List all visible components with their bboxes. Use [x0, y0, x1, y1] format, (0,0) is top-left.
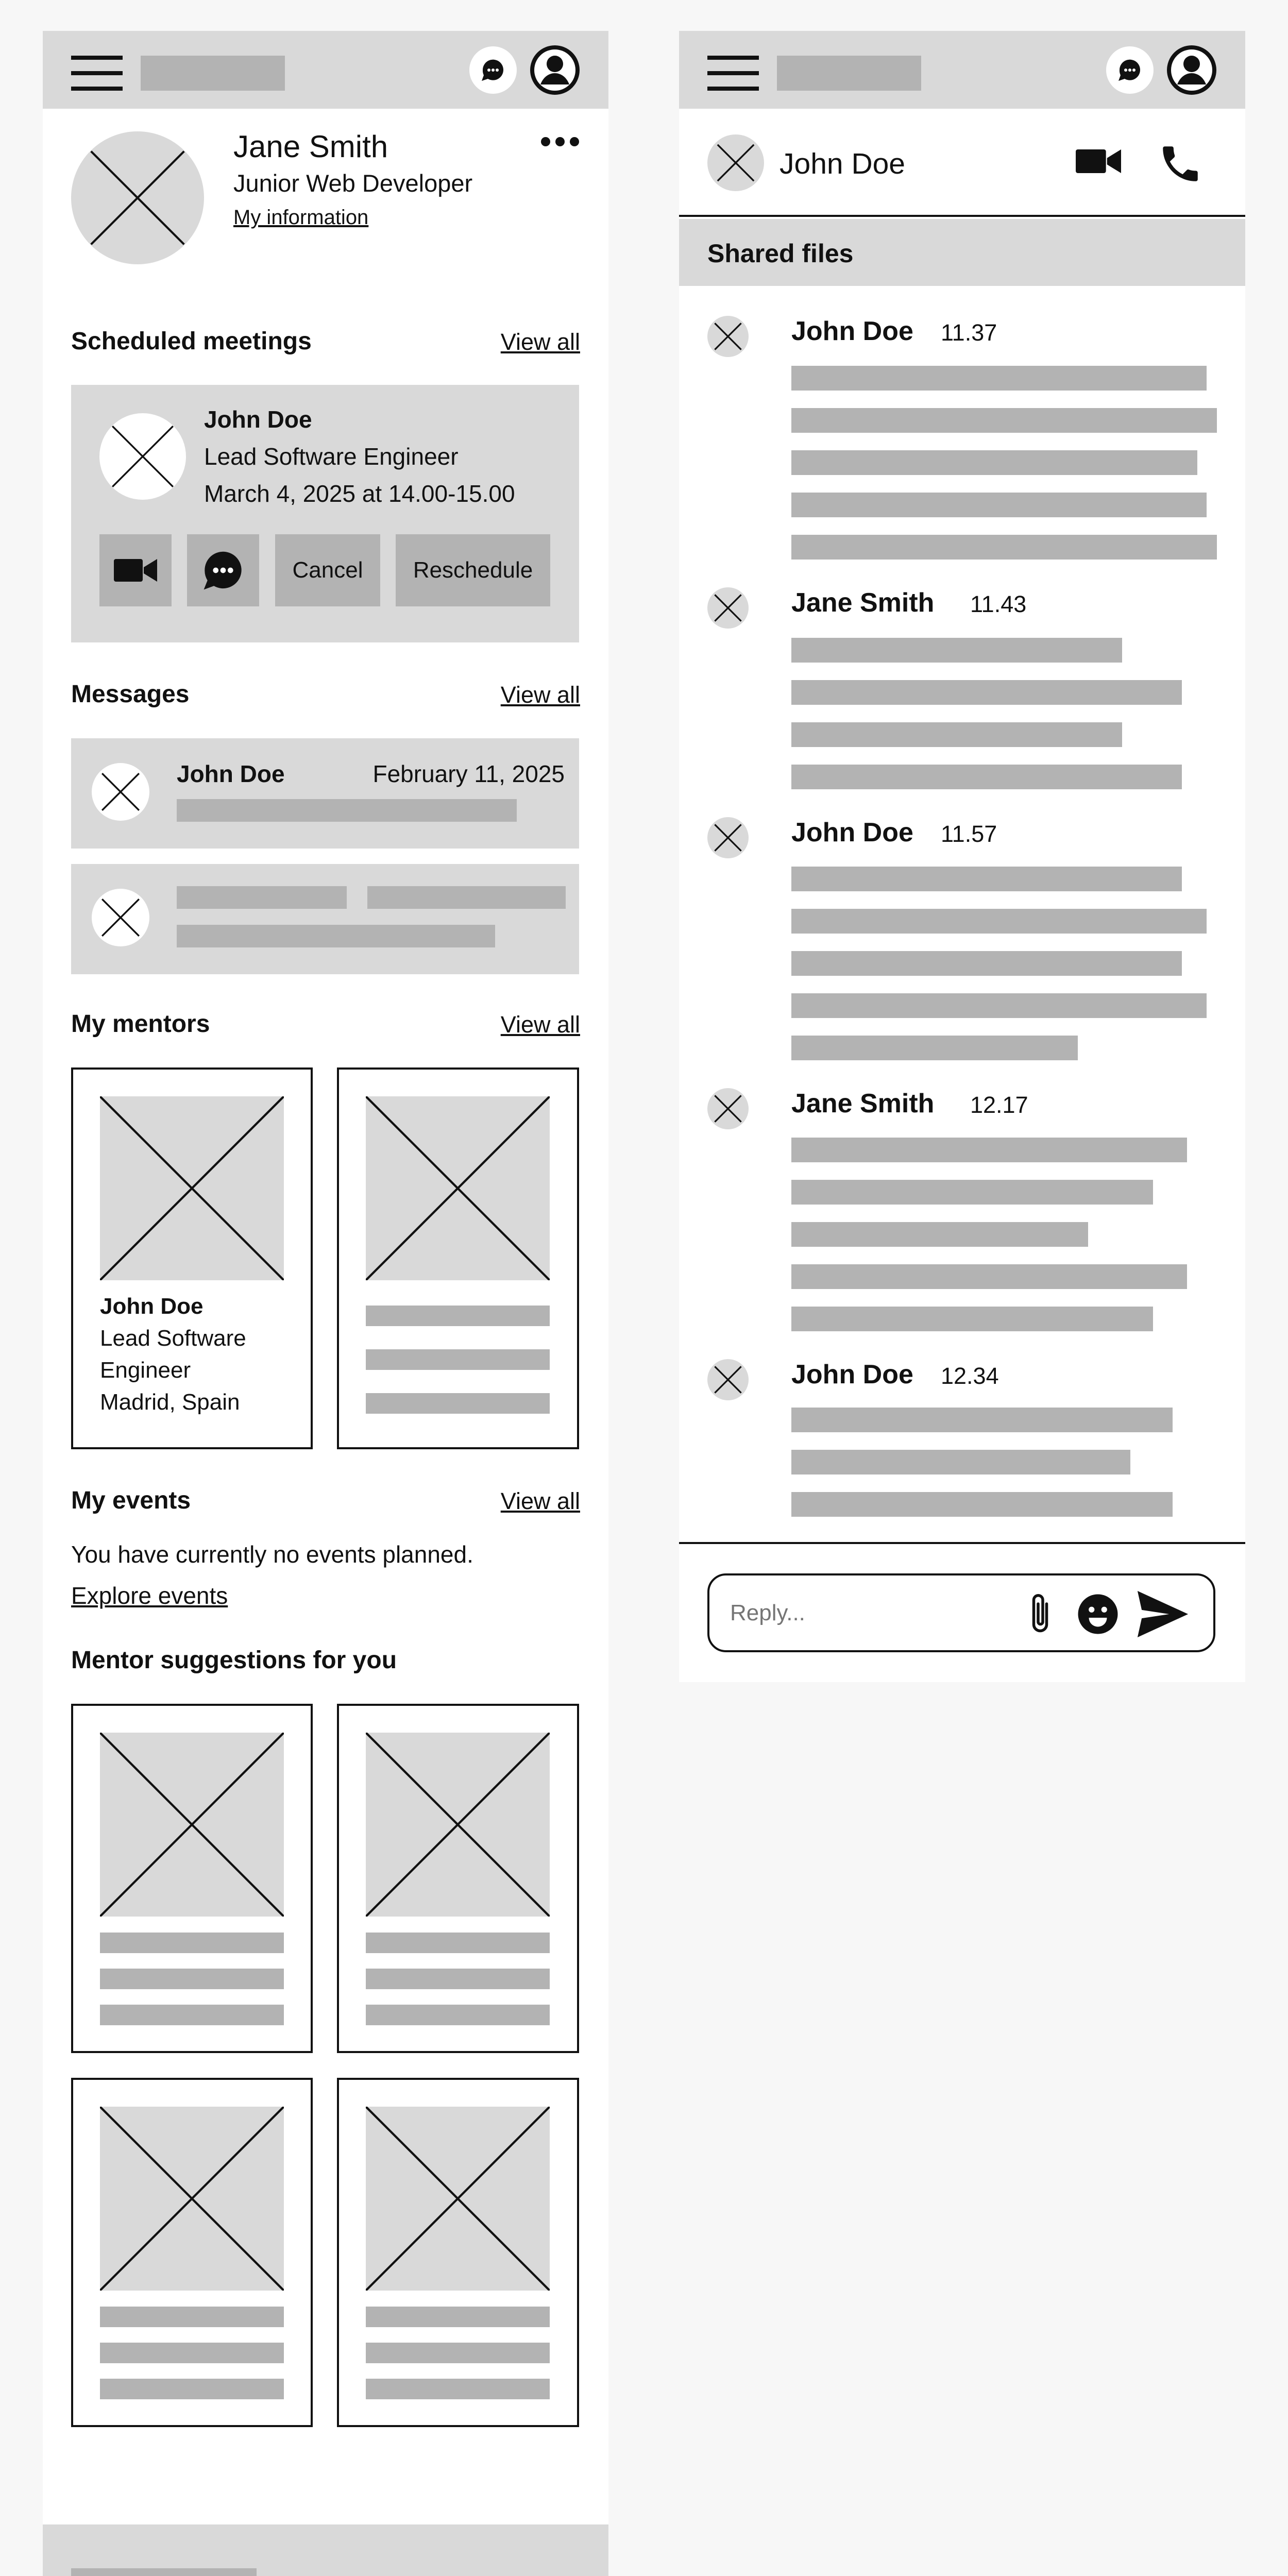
mentor-text-placeholder — [366, 2307, 550, 2327]
mentor-text-placeholder — [100, 1969, 284, 1989]
message-avatar — [707, 316, 749, 357]
contact-avatar — [707, 134, 764, 191]
mentor-location: Madrid, Spain — [100, 1389, 240, 1415]
message-line-placeholder — [791, 1138, 1187, 1162]
mentor-name: John Doe — [100, 1294, 204, 1319]
mentor-text-placeholder — [100, 1933, 284, 1953]
mentor-photo-placeholder — [100, 1733, 284, 1917]
messages-view-all-link[interactable]: View all — [500, 682, 580, 708]
video-camera-icon[interactable] — [1076, 146, 1121, 177]
scheduled-meetings-title: Scheduled meetings — [71, 328, 312, 355]
mentor-photo-placeholder — [366, 2107, 550, 2291]
mentor-card[interactable] — [71, 1067, 313, 1449]
message-line-placeholder — [791, 1307, 1153, 1331]
message-line-placeholder — [791, 493, 1207, 517]
message-line-placeholder — [791, 1222, 1088, 1247]
shared-files-bar[interactable] — [679, 219, 1245, 286]
chat-bubble-icon — [202, 549, 244, 591]
message-avatar — [707, 817, 749, 858]
message-time: 12.34 — [941, 1363, 999, 1389]
menu-icon[interactable] — [707, 56, 759, 91]
message-sender: Jane Smith — [791, 1089, 935, 1118]
suggested-mentor-card[interactable] — [71, 2078, 313, 2427]
phone-icon[interactable] — [1157, 141, 1204, 187]
meeting-person-role: Lead Software Engineer — [204, 443, 459, 470]
mentor-text-placeholder — [100, 2005, 284, 2025]
mentor-photo-placeholder — [366, 1733, 550, 1917]
contact-name: John Doe — [779, 147, 906, 180]
chat-button[interactable] — [187, 534, 259, 606]
mentor-suggestions-title: Mentor suggestions for you — [71, 1647, 397, 1674]
meeting-card — [71, 385, 579, 642]
mentor-text-placeholder — [366, 2379, 550, 2399]
reply-composer — [707, 1573, 1215, 1652]
paperclip-icon[interactable] — [1025, 1591, 1056, 1637]
no-events-text: You have currently no events planned. — [71, 1541, 473, 1568]
message-sender: John Doe — [177, 760, 285, 787]
scheduled-view-all-link[interactable]: View all — [500, 329, 580, 355]
message-line-placeholder — [791, 951, 1182, 976]
message-item[interactable] — [71, 864, 579, 974]
mentor-role: Lead Software — [100, 1326, 246, 1351]
chat-header — [679, 109, 1245, 217]
message-line-placeholder — [791, 535, 1217, 560]
mentor-text-placeholder — [100, 2307, 284, 2327]
video-call-button[interactable] — [99, 534, 172, 606]
mentors-view-all-link[interactable]: View all — [500, 1011, 580, 1038]
message-time: 11.43 — [970, 591, 1027, 617]
mentor-role-cont: Engineer — [100, 1358, 191, 1383]
dashboard-screen — [43, 31, 608, 2576]
my-events-title: My events — [71, 1487, 191, 1514]
message-line-placeholder — [791, 1264, 1187, 1289]
suggested-mentor-card[interactable] — [337, 1704, 579, 2053]
message-sender: John Doe — [791, 316, 913, 346]
message-avatar — [707, 587, 749, 629]
mentor-text-placeholder — [366, 2005, 550, 2025]
message-sender-placeholder — [177, 886, 347, 909]
message-line-placeholder — [791, 867, 1182, 891]
message-line-placeholder — [791, 765, 1182, 789]
footer — [43, 2524, 608, 2576]
message-line-placeholder — [791, 1180, 1153, 1205]
mentor-card[interactable] — [337, 1067, 579, 1449]
message-line-placeholder — [791, 993, 1207, 1018]
message-time: 11.57 — [941, 821, 997, 847]
messages-title: Messages — [71, 681, 190, 708]
reply-input[interactable] — [730, 1596, 1019, 1630]
my-information-link[interactable]: My information — [233, 206, 369, 229]
profile-avatar — [71, 131, 204, 264]
message-avatar — [707, 1359, 749, 1400]
message-preview-placeholder — [177, 925, 495, 947]
mentor-text-placeholder — [366, 1969, 550, 1989]
suggested-mentor-card[interactable] — [337, 2078, 579, 2427]
message-date-placeholder — [367, 886, 566, 909]
mentor-photo-placeholder — [100, 1096, 284, 1280]
more-horizontal-icon[interactable] — [540, 137, 580, 147]
shared-files-label: Shared files — [707, 239, 854, 268]
profile-role: Junior Web Developer — [233, 170, 473, 197]
message-line-placeholder — [791, 1408, 1173, 1432]
send-icon[interactable] — [1137, 1591, 1189, 1637]
message-line-placeholder — [791, 450, 1197, 475]
message-line-placeholder — [791, 1450, 1130, 1475]
user-profile-icon[interactable] — [529, 44, 581, 96]
composer-divider — [679, 1542, 1245, 1544]
message-time: 12.17 — [970, 1092, 1028, 1118]
top-bar — [679, 31, 1245, 109]
message-sender: Jane Smith — [791, 588, 935, 618]
message-avatar — [92, 889, 149, 946]
meeting-person-name: John Doe — [204, 406, 312, 433]
events-view-all-link[interactable]: View all — [500, 1488, 580, 1514]
menu-icon[interactable] — [71, 56, 123, 91]
emoji-icon[interactable] — [1076, 1592, 1120, 1636]
top-bar — [43, 31, 608, 109]
message-sender: John Doe — [791, 818, 913, 848]
message-line-placeholder — [791, 1492, 1173, 1517]
mentor-text-placeholder — [100, 2343, 284, 2363]
message-line-placeholder — [791, 1036, 1078, 1060]
mentor-photo-placeholder — [100, 2107, 284, 2291]
message-avatar — [92, 763, 149, 821]
video-camera-icon — [114, 556, 157, 585]
message-line-placeholder — [791, 722, 1122, 747]
chat-screen — [679, 31, 1245, 1682]
message-line-placeholder — [791, 408, 1217, 433]
mentor-text-placeholder — [366, 2343, 550, 2363]
suggested-mentor-card[interactable] — [71, 1704, 313, 2053]
message-preview-placeholder — [177, 799, 517, 822]
message-line-placeholder — [791, 909, 1207, 934]
message-date: February 11, 2025 — [372, 760, 565, 787]
message-line-placeholder — [791, 366, 1207, 391]
user-profile-icon[interactable] — [1166, 44, 1217, 96]
chat-bubble-icon[interactable] — [469, 46, 517, 94]
message-item[interactable] — [71, 738, 579, 849]
meeting-datetime: March 4, 2025 at 14.00-15.00 — [204, 480, 515, 507]
logo-placeholder[interactable] — [777, 56, 921, 91]
logo-placeholder[interactable] — [141, 56, 285, 91]
mentor-text-placeholder — [366, 1349, 550, 1370]
message-line-placeholder — [791, 638, 1122, 663]
my-mentors-title: My mentors — [71, 1010, 210, 1038]
message-sender: John Doe — [791, 1360, 913, 1389]
footer-heading-placeholder — [71, 2568, 257, 2576]
explore-events-link[interactable]: Explore events — [71, 1582, 228, 1609]
mentor-text-placeholder — [366, 1393, 550, 1414]
profile-name: Jane Smith — [233, 129, 388, 164]
cancel-button[interactable]: Cancel — [275, 534, 380, 606]
message-time: 11.37 — [941, 319, 997, 346]
mentor-text-placeholder — [366, 1933, 550, 1953]
chat-bubble-icon[interactable] — [1106, 46, 1154, 94]
meeting-avatar — [99, 413, 186, 500]
mentor-text-placeholder — [366, 1306, 550, 1326]
mentor-text-placeholder — [100, 2379, 284, 2399]
message-avatar — [707, 1088, 749, 1129]
reschedule-button[interactable]: Reschedule — [396, 534, 550, 606]
mentor-photo-placeholder — [366, 1096, 550, 1280]
message-line-placeholder — [791, 680, 1182, 705]
